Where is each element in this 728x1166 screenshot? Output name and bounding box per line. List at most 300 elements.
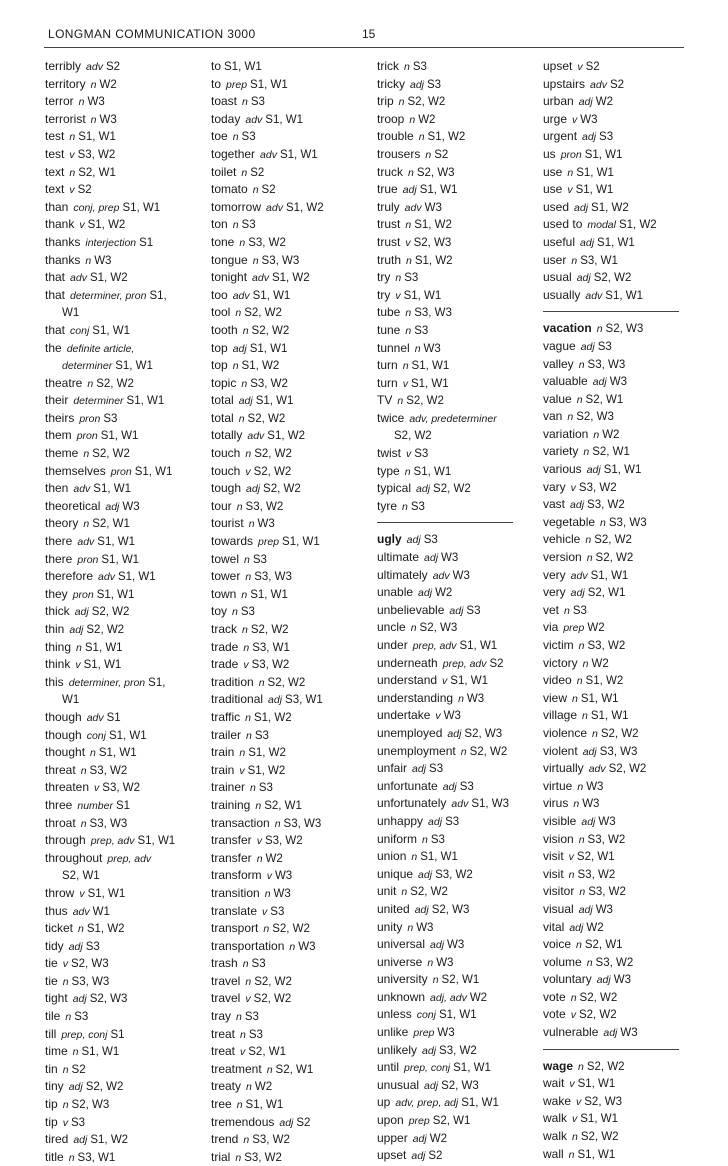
part-of-speech: n <box>245 448 252 461</box>
headword: union <box>377 849 407 864</box>
dictionary-entry <box>211 498 371 516</box>
dictionary-entry <box>45 93 205 111</box>
frequency-levels: W2 <box>435 587 453 600</box>
headword: tomorrow <box>211 199 262 214</box>
headword: truck <box>377 164 404 179</box>
frequency-levels: S2, W2 <box>254 448 292 461</box>
dictionary-entry <box>45 1096 205 1114</box>
dictionary-entry <box>211 691 371 709</box>
dictionary-entry <box>543 743 688 761</box>
headword: tourist <box>211 516 244 531</box>
headword: visible <box>543 813 577 828</box>
headword: transaction <box>211 815 270 830</box>
dictionary-entry <box>211 269 371 287</box>
dictionary-entry <box>543 128 688 146</box>
headword: visitor <box>543 884 575 899</box>
dictionary-entry <box>45 1131 205 1149</box>
headword: top <box>211 358 228 373</box>
dictionary-entry <box>211 340 371 358</box>
headword: through <box>45 833 86 848</box>
headword: trailer <box>211 727 242 742</box>
part-of-speech: v <box>570 481 576 494</box>
frequency-levels: S3 <box>74 1011 89 1024</box>
entry-continuation <box>45 867 205 885</box>
headword: tricky <box>377 76 405 91</box>
part-of-speech: adj <box>416 483 431 496</box>
dictionary-entry <box>377 690 537 708</box>
dictionary-entry <box>377 672 537 690</box>
part-of-speech: n <box>411 851 418 864</box>
part-of-speech: adv <box>98 571 115 584</box>
headword: translate <box>211 903 258 918</box>
frequency-levels: S3 <box>258 782 273 795</box>
headword: transport <box>211 921 259 936</box>
headword: trousers <box>377 146 421 161</box>
part-of-speech: v <box>69 148 75 161</box>
headword: thanks <box>45 234 81 249</box>
part-of-speech: n <box>244 553 250 566</box>
headword: tongue <box>211 252 248 267</box>
dictionary-entry <box>211 867 371 885</box>
headword: tube <box>377 305 401 320</box>
headword: thank <box>45 217 75 232</box>
headword: unit <box>377 884 397 899</box>
dictionary-entry <box>543 287 688 305</box>
frequency-levels: W3 <box>586 780 604 793</box>
entry-continuation <box>45 304 205 322</box>
part-of-speech: n <box>239 236 246 249</box>
part-of-speech: conj <box>416 1009 436 1022</box>
frequency-levels: W3 <box>416 921 434 934</box>
dictionary-entry <box>45 498 205 516</box>
frequency-levels: S2, W1 <box>248 1046 286 1059</box>
part-of-speech: definite article, <box>66 342 135 355</box>
part-of-speech: n <box>586 956 593 969</box>
frequency-levels: S1, W1 <box>438 1009 477 1022</box>
part-of-speech: n <box>422 833 428 846</box>
frequency-levels: S2 <box>77 184 92 197</box>
dictionary-entry <box>377 1112 537 1130</box>
headword: value <box>543 391 572 406</box>
frequency-levels: S1, W1 <box>575 184 614 197</box>
dictionary-entry <box>45 234 205 252</box>
headword: vacation <box>543 321 592 336</box>
frequency-levels: S2, W2 <box>253 993 292 1006</box>
dictionary-entry <box>211 216 371 234</box>
frequency-levels: S1, W1 <box>420 851 458 864</box>
part-of-speech: adj <box>578 96 593 109</box>
part-of-speech: prep <box>563 622 585 635</box>
dictionary-entry <box>45 1149 205 1166</box>
part-of-speech: n <box>241 588 248 601</box>
part-of-speech: n <box>236 500 243 513</box>
headword: text <box>45 182 65 197</box>
dictionary-entry <box>377 410 537 428</box>
headword: unfortunate <box>377 778 438 793</box>
frequency-levels: S2, W3 <box>464 727 503 740</box>
headword: them <box>45 428 72 443</box>
dictionary-entry <box>211 445 371 463</box>
dictionary-entry <box>543 707 688 725</box>
dictionary-entry <box>45 392 205 410</box>
frequency-levels: S3, W2 <box>588 886 626 899</box>
part-of-speech: adj <box>428 815 443 828</box>
frequency-levels: S1, W1 <box>245 1099 284 1112</box>
dictionary-entry <box>45 885 205 903</box>
frequency-levels: S3 <box>240 606 255 619</box>
frequency-levels: S2, W2 <box>394 430 432 443</box>
frequency-levels: S1, W1 <box>584 148 623 161</box>
part-of-speech: adj <box>268 694 283 707</box>
dictionary-entry <box>543 164 688 182</box>
frequency-levels: S2, W2 <box>85 1081 124 1094</box>
part-of-speech: adj <box>449 604 464 617</box>
part-of-speech: prep, adv <box>412 640 457 652</box>
part-of-speech: adj <box>69 624 84 636</box>
frequency-levels: W2 <box>429 1132 447 1145</box>
frequency-levels: S2, W2 <box>244 307 282 320</box>
headword: treat <box>211 1026 236 1041</box>
dictionary-entry <box>211 797 371 815</box>
frequency-levels: S1, W1 <box>403 289 442 302</box>
headword: till <box>45 1026 57 1041</box>
headword: truly <box>377 199 400 214</box>
part-of-speech: v <box>572 1113 578 1126</box>
dictionary-entry <box>543 146 688 164</box>
frequency-levels: S1, W2 <box>241 360 280 373</box>
part-of-speech: n <box>241 377 248 390</box>
headword: totally <box>211 428 243 443</box>
headword: vegetable <box>543 514 596 529</box>
frequency-levels: S3, W2 <box>102 782 141 795</box>
frequency-levels: S1, W1 <box>461 1097 499 1110</box>
dictionary-entry <box>45 322 205 340</box>
dictionary-entry <box>211 1078 371 1096</box>
part-of-speech: conj <box>70 324 90 337</box>
dictionary-entry <box>211 727 371 745</box>
frequency-levels: S1, W1 <box>419 184 458 197</box>
part-of-speech: v <box>442 675 448 688</box>
part-of-speech: number <box>77 799 113 812</box>
part-of-speech: n <box>460 745 467 758</box>
dictionary-entry <box>211 920 371 938</box>
dictionary-entry <box>211 903 371 921</box>
headword: undertake <box>377 708 431 723</box>
dictionary-entry <box>543 76 688 94</box>
frequency-levels: W2 <box>591 657 609 670</box>
frequency-levels: S3 <box>445 815 460 828</box>
frequency-levels: S1, W2 <box>591 201 629 214</box>
part-of-speech: v <box>94 782 100 795</box>
headword: theory <box>45 516 79 531</box>
headword: to <box>211 59 222 73</box>
frequency-levels: S3, W2 <box>89 764 128 777</box>
part-of-speech: n <box>243 641 250 654</box>
headword: text <box>45 164 65 179</box>
headword: use <box>543 164 563 179</box>
dictionary-entry <box>211 568 371 586</box>
dictionary-entry <box>211 515 371 533</box>
part-of-speech: v <box>75 659 81 672</box>
dictionary-entry <box>543 1024 688 1042</box>
dictionary-entry <box>543 936 688 954</box>
part-of-speech: n <box>72 1046 79 1059</box>
headword: treaty <box>211 1079 242 1094</box>
headword: training <box>211 797 251 812</box>
frequency-levels: S2, W2 <box>593 272 632 285</box>
frequency-levels: S1, <box>149 289 167 302</box>
part-of-speech: n <box>432 974 439 987</box>
dictionary-entry <box>377 1147 537 1165</box>
headword: visit <box>543 849 564 864</box>
part-of-speech: n <box>235 307 242 320</box>
part-of-speech: n <box>241 166 248 179</box>
headword: too <box>211 287 228 302</box>
part-of-speech: n <box>69 166 76 179</box>
headword: trial <box>211 1149 231 1164</box>
part-of-speech: v <box>239 764 245 777</box>
dictionary-entry <box>377 1006 537 1024</box>
part-of-speech: adj <box>402 184 417 197</box>
dictionary-entry <box>45 269 205 287</box>
headword: tool <box>211 305 231 320</box>
dictionary-entry <box>377 989 537 1007</box>
headword: test <box>45 129 65 144</box>
dictionary-entry <box>543 567 688 585</box>
dictionary-entry <box>211 181 371 199</box>
frequency-levels: W3 <box>436 956 454 969</box>
dictionary-entry <box>543 373 688 391</box>
section-divider <box>543 311 679 312</box>
part-of-speech: n <box>425 148 432 161</box>
dictionary-entry <box>45 973 205 991</box>
headword: under <box>377 638 408 652</box>
part-of-speech: n <box>83 518 90 531</box>
headword: thing <box>45 639 72 654</box>
frequency-levels: S3, W3 <box>71 975 110 988</box>
part-of-speech: n <box>243 1134 250 1147</box>
dictionary-entry <box>211 1131 371 1149</box>
headword: useful <box>543 234 576 249</box>
headword: treat <box>211 1044 236 1059</box>
dictionary-entry <box>543 954 688 972</box>
part-of-speech: v <box>243 659 249 672</box>
frequency-levels: S3 <box>429 763 444 776</box>
dictionary-entry <box>45 480 205 498</box>
part-of-speech: adj <box>246 483 261 496</box>
frequency-levels: S3 <box>250 96 265 109</box>
frequency-levels: W2 <box>595 96 613 109</box>
part-of-speech: n <box>240 1028 246 1041</box>
dictionary-entry <box>543 531 688 549</box>
frequency-levels: S2, W1 <box>92 518 130 531</box>
part-of-speech: adv <box>590 78 607 91</box>
dictionary-entry <box>45 621 205 639</box>
frequency-levels: S3 <box>241 131 256 144</box>
frequency-levels: S2, W2 <box>594 534 632 547</box>
part-of-speech: adj <box>414 903 429 916</box>
frequency-levels: S2, W2 <box>91 606 130 619</box>
part-of-speech: determiner <box>73 395 124 408</box>
dictionary-entry <box>377 340 537 358</box>
dictionary-entry <box>211 621 371 639</box>
frequency-levels: S2, W2 <box>600 727 639 740</box>
headword: true <box>377 182 398 197</box>
part-of-speech: adv <box>588 763 606 776</box>
dictionary-entry <box>543 443 688 461</box>
dictionary-entry <box>377 549 537 567</box>
dictionary-entry <box>377 199 537 217</box>
part-of-speech: adj <box>412 763 427 776</box>
part-of-speech: adj <box>570 499 585 512</box>
part-of-speech: adv <box>247 430 265 443</box>
headword: the <box>45 340 62 355</box>
part-of-speech: adj <box>418 868 433 881</box>
dictionary-entry <box>543 269 688 287</box>
dictionary-entry <box>543 584 688 602</box>
headword: until <box>377 1060 400 1075</box>
dictionary-entry <box>211 234 371 252</box>
frequency-levels: S1, W1 <box>250 78 288 91</box>
dictionary-entry <box>211 955 371 973</box>
frequency-levels: S2, W2 <box>586 1060 625 1073</box>
headword: user <box>543 252 567 267</box>
frequency-levels: S3 <box>251 958 266 971</box>
headword: type <box>377 463 400 478</box>
dictionary-entry <box>211 1026 371 1044</box>
dictionary-entry <box>211 586 371 604</box>
part-of-speech: n <box>69 131 76 144</box>
dictionary-entry <box>45 603 205 621</box>
part-of-speech: adj <box>422 1044 437 1057</box>
headword: us <box>543 146 556 161</box>
part-of-speech: v <box>266 870 272 883</box>
dictionary-entry <box>377 287 537 305</box>
part-of-speech: prep, adv <box>107 852 152 865</box>
part-of-speech: n <box>242 96 248 109</box>
headword: virus <box>543 796 569 811</box>
headword: thus <box>45 903 68 918</box>
headword: transportation <box>211 938 285 953</box>
headword: trend <box>211 1132 239 1147</box>
dictionary-entry <box>45 920 205 938</box>
part-of-speech: n <box>418 131 425 144</box>
headword: TV <box>377 393 393 408</box>
headword: tiny <box>45 1079 64 1094</box>
part-of-speech: n <box>232 360 239 373</box>
headword: unique <box>377 866 414 881</box>
headword: tile <box>45 1009 61 1024</box>
frequency-levels: W2 <box>587 622 605 635</box>
frequency-levels: S1, W2 <box>247 764 286 777</box>
part-of-speech: n <box>242 624 248 636</box>
dictionary-entry <box>211 322 371 340</box>
frequency-levels: S2 <box>296 1116 311 1129</box>
frequency-levels: S3 <box>70 1116 86 1129</box>
dictionary-entry <box>377 128 537 146</box>
headword: traffic <box>211 709 241 724</box>
dictionary-entry <box>377 831 537 849</box>
dictionary-entry <box>45 146 205 164</box>
part-of-speech: n <box>405 219 412 232</box>
dictionary-entry <box>45 199 205 217</box>
part-of-speech: n <box>409 113 416 126</box>
part-of-speech: adv <box>77 536 95 549</box>
frequency-levels: S2, W2 <box>96 377 134 390</box>
headword: vague <box>543 338 576 353</box>
frequency-levels: S1 <box>110 1028 125 1041</box>
frequency-levels: S2, W3 <box>70 958 109 971</box>
headword: united <box>377 901 410 916</box>
frequency-levels: S1, W1 <box>453 1062 491 1075</box>
headword: three <box>45 797 73 812</box>
part-of-speech: n <box>238 412 245 425</box>
headword: thought <box>45 745 86 760</box>
dictionary-entry <box>377 760 537 778</box>
part-of-speech: n <box>252 254 259 267</box>
part-of-speech: n <box>458 692 464 705</box>
part-of-speech: n <box>289 940 296 953</box>
headword: understand <box>377 673 438 688</box>
frequency-levels: S1, W2 <box>427 131 466 144</box>
headword: vehicle <box>543 532 581 547</box>
dictionary-entry <box>377 655 537 673</box>
part-of-speech: n <box>78 923 84 936</box>
headword: there <box>45 551 73 566</box>
frequency-levels: S1, W1 <box>279 148 318 161</box>
headword: tidy <box>45 938 64 953</box>
headword: tomato <box>211 182 248 197</box>
dictionary-entry <box>377 584 537 602</box>
dictionary-entry <box>45 1043 205 1061</box>
dictionary-entry <box>543 725 688 743</box>
dictionary-entry <box>543 619 688 637</box>
dictionary-entry <box>211 674 371 692</box>
frequency-levels: S2, W2 <box>267 676 306 689</box>
frequency-levels: S1, W1 <box>580 1113 618 1126</box>
part-of-speech: adj <box>68 940 83 953</box>
dictionary-entry <box>45 252 205 270</box>
frequency-levels: S1, W2 <box>414 254 453 267</box>
dictionary-entry <box>45 727 205 745</box>
headword: volume <box>543 954 582 969</box>
frequency-levels: S2, W1 <box>585 393 624 406</box>
dictionary-entry <box>211 111 371 129</box>
dictionary-entry <box>211 1149 371 1166</box>
dictionary-entry <box>377 111 537 129</box>
headword: vote <box>543 1007 566 1022</box>
dictionary-entry <box>377 164 537 182</box>
part-of-speech: adv <box>404 201 422 214</box>
dictionary-entry <box>377 919 537 937</box>
part-of-speech: adv, predeterminer <box>409 412 497 425</box>
part-of-speech: pron <box>79 412 101 425</box>
dictionary-entry <box>377 778 537 796</box>
part-of-speech: n <box>62 975 69 988</box>
headword: twice <box>377 410 405 425</box>
part-of-speech: v <box>79 219 85 232</box>
headword: tray <box>211 1009 232 1024</box>
dictionary-entry <box>543 690 688 708</box>
frequency-levels: S2, W1 <box>592 446 630 459</box>
headword: that <box>45 270 66 285</box>
part-of-speech: pron <box>77 553 99 566</box>
headword: tonight <box>211 270 248 285</box>
dictionary-entry <box>543 234 688 252</box>
part-of-speech: n <box>583 446 590 459</box>
headword: time <box>45 1044 68 1059</box>
part-of-speech: adv <box>570 569 588 582</box>
